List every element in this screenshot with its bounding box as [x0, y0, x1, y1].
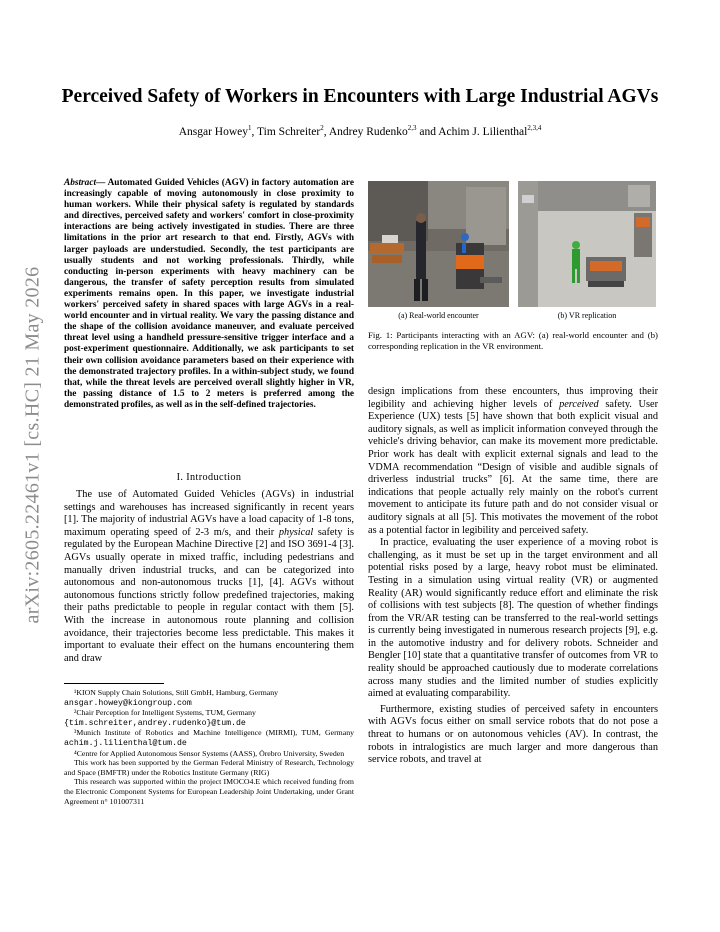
- footnote-affiliation-2: ²Chair Perception for Intelligent Systems, TUM, Germany: [74, 708, 256, 718]
- author-name: Ansgar Howey: [178, 125, 248, 138]
- paragraph: In practice, evaluating the user experience of a moving robot is challenging, as it must be set up in the target environment and all potential risks posed by a large, heavy robot must be eliminated. Testing in a simulation using virtual reality (VR) or augmented Reality (AR) would significantly reduce effort and eliminate the risk of collisions with test subjects [8]. The question of whether findings from the VR/AR testing can be transferred to the real-world settings is currently being investigated in numerous research projects [9], e.g. in the automotive industry and for delivery robots. Schneider and Bengler [10] state that a quantitative transfer of outcomes from VR to reality should be approached cautiously due to moderate correlations across many studies and the limited number of studies explicitly aimed at evaluating comparability.: [368, 537, 658, 700]
- footnote-email: ansgar.howey@kiongroup.com: [64, 698, 192, 708]
- right-column-text: [368, 386, 658, 767]
- figure-caption: Fig. 1: Participants interacting with an AGV: (a) real-world encounter and (b) corresponding replication in the VR environment.: [368, 330, 658, 351]
- abstract-text: Automated Guided Vehicles (AGV) in factory automation are increasingly capable of moving autonomously in close proximity to human workers. While their physical safety is regulated by standards and directives, perceived safety and workers' comfort in close-proximity interactions are being actively investigated in studies. There are three limitations in the prior art research to that end. Firstly, AGVs with larger payloads are understudied. Secondly, the test participants are usually students and not working professionals. Thirdly, while conducting in-person experiments with heavy machinery can be dangerous, the transfer of safety perception results from simulated experiments remains open. In this paper, we investigate industrial workers' perceived safety in shared spaces with large AGVs in a real-world encounter and in virtual reality. We vary the passing distance and the shape of the collision avoidance maneuver, and evaluate perceived threat level using a handheld pressure-sensitive trigger interface and a post-experiment questionnaire. Additionally, we ask participants to set their own collision avoidance parameters based on their experience with the demonstrated trajectory profiles. In a within-subject study, we found that, while the threat levels are perceived overall slightly higher in VR, the passing distance of 1.5 to 2 meters is preferred among the demonstrated profiles, as well as in the self-defined trajectories.: [64, 178, 355, 410]
- paragraph: Furthermore, existing studies of perceived safety in encounters with AGVs focus either on small service robots that do not pose a threat to humans or on autonomous vehicles (AV). In contrast, the robots in intralogistics are much larger and more dangerous than service robots, and travel at: [368, 703, 658, 766]
- footnote-rule: [64, 683, 164, 684]
- arxiv-stamp: [18, 250, 48, 640]
- paragraph-text: design implications from these encounters, thus improving their legibility and achieving higher levels of: [368, 386, 658, 410]
- paper-title: Perceived Safety of Workers in Encounters with Large Industrial AGVs: [61, 86, 659, 107]
- vr-render: [518, 181, 656, 307]
- subcaption-b: (b) VR replication: [557, 311, 617, 320]
- separator: and: [416, 125, 439, 138]
- section-heading: I. Introduction: [176, 472, 242, 483]
- figure-vr-render: [518, 181, 656, 307]
- footnotes: [64, 688, 354, 806]
- footnote-funding: This work has been supported by the German Federal Ministry of Research, Technology and Space (BMFTR) under the Robotics Institute Germany (RIG): [64, 758, 354, 777]
- paragraph-text: safety. User Experience (UX) tests [5] have shown that both explicit visual and auditory signals, as well as implicit information conveyed through the vehicle's driving behavior, can make its movement more predictable. Prior work has dealt with explicit external signals and lead to the VDMA recommendation “Design of visible and audible signals of driverless industrial trucks” [6]. At the same time, there are indications that people actually rely mainly on the robot's current movement to anticipate its future path and do not consider visual or auditory signals at all [5]. This motivates the movement of the robot as a potential factor in legibility and perceived safety.: [368, 398, 658, 536]
- author-list: [60, 124, 660, 138]
- paragraph: [368, 386, 658, 537]
- figure-real-world-photo: [368, 181, 509, 307]
- affiliation-mark: 2: [320, 124, 324, 132]
- abstract: [64, 178, 354, 411]
- footnote-funding: This research was supported within the project IMOCO4.E which received funding from the Electronic Component Systems for European Leadership Joint Undertaking, under Grant Agreement n° 101007311: [64, 777, 354, 806]
- author-name: Achim J. Lilienthal: [438, 125, 528, 138]
- footnote-affiliation-3: ³Munich Institute of Robotics and Machine Intelligence (MIRMI), TUM, Germany: [74, 728, 354, 738]
- real-world-photo: [368, 181, 509, 307]
- abstract-dash: —: [96, 178, 108, 188]
- footnote-affiliation-4: ⁴Centre for Applied Autonomous Sensor Systems (AASS), Örebro University, Sweden: [74, 748, 345, 758]
- separator: ,: [323, 125, 329, 138]
- intro-text: safety is regulated by the European Machine Directive [2] and ISO 3691-4 [3]. AGVs usually operate in mixed traffic, including pedestrians and manually driven industrial trucks, and can be categorized into autonomous and non-autonomous trucks [1], [4]. AGVs without autonomous functions strictly follow predefined trajectories, making their paths predictable to people in regular contact with them [5]. With the increase in autonomous route planning and collision avoidance, their trajectories become less predictable. This makes it important to evaluate their effect on the humans encountering them and draw: [64, 526, 354, 664]
- separator: ,: [251, 125, 258, 138]
- intro-text: The use of Automated Guided Vehicles (AGVs) in industrial settings and warehouses has increased significantly in recent years [1]. The majority of industrial AGVs have a load capacity of 1-8 tons, maximum operating speed of 2-3 m/s, and their: [64, 489, 354, 538]
- footnote-email: achim.j.lilienthal@tum.de: [64, 738, 187, 748]
- intro-emphasis: physical: [278, 526, 314, 538]
- affiliation-mark: 2,3: [407, 124, 417, 132]
- affiliation-mark: 2,3,4: [527, 124, 542, 132]
- intro-paragraph: [64, 489, 354, 665]
- author-name: Andrey Rudenko: [328, 125, 408, 138]
- abstract-label: Abstract: [64, 178, 97, 188]
- paragraph-emphasis: perceived: [559, 398, 599, 410]
- affiliation-mark: 1: [248, 124, 252, 132]
- subcaption-a: (a) Real-world encounter: [398, 311, 479, 320]
- author-name: Tim Schreiter: [257, 125, 321, 138]
- footnote-affiliation-1: ¹KION Supply Chain Solutions, Still GmbH, Hamburg, Germany: [74, 688, 279, 697]
- footnote-email: {tim.schreiter,andrey.rudenko}@tum.de: [64, 718, 246, 728]
- arxiv-stamp-text: arXiv:2605.22461v1 [cs.HC] 21 May 2026: [21, 266, 44, 624]
